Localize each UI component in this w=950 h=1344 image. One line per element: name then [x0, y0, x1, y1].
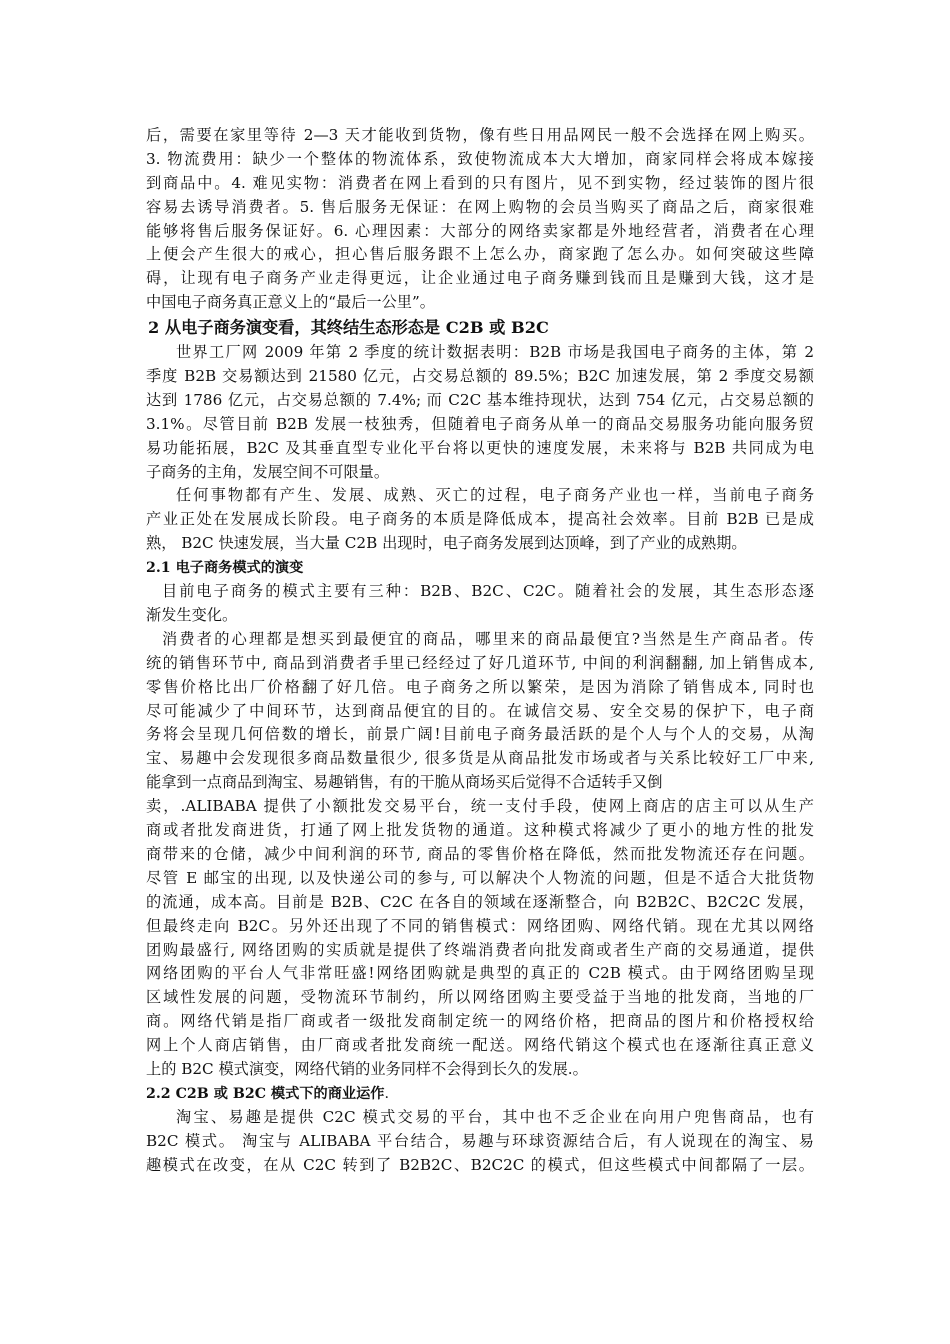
paragraph-lifecycle [146, 484, 814, 556]
section-heading-2-2-title: 2.2 C2B 或 B2C 模式下的商业运作 [146, 1085, 385, 1102]
text-line: 务将会呈现几何倍数的增长，前景广阔!目前电子商务最活跃的是个人与个人的交易，从淘 [146, 725, 814, 744]
text-line: 零售价格比出厂价格翻了好几倍。电子商务之所以繁荣，是因为消除了销售成本, 同时也 [146, 677, 814, 696]
text-line: 卖，.ALIBABA 提供了小额批发交易平台，统一支付手段，使网上商店的店主可以从生产 [146, 797, 814, 816]
text-line: 消费者的心理都是想买到最便宜的商品，哪里来的商品最便宜?当然是生产商品者。传 [162, 629, 814, 648]
text-line: 上便会产生很大的戒心，担心售后服务跟不上怎么办，商家跑了怎么办。如何突破这些障 [146, 245, 814, 264]
text-line: 后，需要在家里等待 2—3 天才能收到货物，像有些日用品网民一般不会选择在网上购买。 [146, 126, 814, 144]
text-line: 商带来的仓储，减少中间利润的环节, 商品的零售价格在降低，然而批发物流还存在问题。 [146, 844, 814, 863]
section-heading-2-1: 2.1 电子商务模式的演变 [146, 560, 304, 577]
text-line: 网上个人商店销售，由厂商或者批发商统一配送。网络代销这个模式也在逐渐往真正意义 [146, 1036, 814, 1055]
text-line: 任何事物都有产生、发展、成熟、灭亡的过程，电子商务产业也一样，当前电子商务 [176, 486, 814, 505]
text-line: 能拿到一点商品到淘宝、易趣销售，有的干脆从商场买后觉得不合适转手又倒 [146, 773, 663, 792]
text-line: 渐发生变化。 [146, 606, 238, 625]
text-line: 3. 物流费用：缺少一个整体的物流体系，致使物流成本大大增加，商家同样会将成本嫁接 [146, 149, 814, 168]
text-line: 世界工厂网 2009 年第 2 季度的统计数据表明：B2B 市场是我国电子商务的主体，第 2 [176, 343, 814, 362]
text-line: 子商务的主角，发展空间不可限量。 [146, 462, 389, 481]
section-heading-2-2-tail: . [384, 1085, 389, 1102]
text-line: 到商品中。4. 难见实物：消费者在网上看到的只有图片，见不到实物，经过装饰的图片很 [146, 173, 814, 192]
section-heading-2: 2 从电子商务演变看，其终结生态形态是 C2B 或 B2C [148, 318, 549, 338]
text-line: 上的 B2C 模式演变，网络代销的业务同样不会得到长久的发展.。 [146, 1059, 588, 1078]
text-line: 商。网络代销是指厂商或者一级批发商制定统一的网络价格，把商品的图片和价格授权给 [146, 1012, 814, 1031]
paragraph-logistics-issues [146, 124, 814, 315]
text-line: 但最终走向 B2C。另外还出现了不同的销售模式：网络团购、网络代销。现在尤其以网络 [146, 916, 814, 935]
text-line: 中国电子商务真正意义上的“最后一公里”。 [146, 293, 435, 312]
text-line: 宝、易趣中会发现很多商品数量很少, 很多货是从商品批发市场或者与关系比较好工厂中来, [146, 749, 814, 768]
text-line: 3.1%。尽管目前 B2B 发展一枝独秀，但随着电子商务从单一的商品交易服务功能向服务贸 [146, 414, 814, 433]
text-line: 尽管 E 邮宝的出现, 以及快递公司的参与, 可以解决个人物流的问题，但是不适合大批货物 [146, 868, 814, 887]
text-line: 的流通，成本高。目前是 B2B、C2C 在各自的领域在逐渐整合，向 B2B2C、B2C2C 发展， [146, 892, 814, 911]
text-line: 熟， B2C 快速发展，当大量 C2B 出现时，电子商务发展到达顶峰，到了产业的成熟期。 [146, 534, 747, 553]
document-page [146, 124, 814, 1178]
text-line: 目前电子商务的模式主要有三种：B2B、B2C、C2C。随着社会的发展，其生态形态逐 [162, 582, 814, 601]
text-line: 能够将售后服务保证好。6. 心理因素：大部分的网络卖家都是外地经营者，消费者在心理 [146, 221, 814, 240]
paragraph-consumer-psychology [146, 628, 814, 1082]
paragraph-statistics [146, 341, 814, 484]
text-line: 易功能拓展，B2C 及其垂直型专业化平台将以更快的速度发展，未来将与 B2B 共同成为电 [146, 438, 814, 457]
text-line: 尽可能减少了中间环节，达到商品便宜的目的。在诚信交易、安全交易的保护下，电子商 [146, 701, 814, 720]
text-line: B2C 模式。 淘宝与 ALIBABA 平台结合，易趣与环球资源结合后，有人说现在的淘宝、易 [146, 1131, 814, 1150]
text-line: 网络团购的平台人气非常旺盛!网络团购就是典型的真正的 C2B 模式。由于网络团购呈现 [146, 964, 814, 983]
text-line: 容易去诱导消费者。5. 售后服务无保证：在网上购物的会员当购买了商品之后，商家很难 [146, 197, 814, 216]
text-line: 区域性发展的问题，受物流环节制约，所以网络团购主要受益于当地的批发商，当地的厂 [146, 988, 814, 1007]
text-line: 团购最盛行, 网络团购的实质就是提供了终端消费者向批发商或者生产商的交易通道，提供 [146, 940, 814, 959]
paragraph-three-models [146, 580, 814, 628]
text-line: 达到 1786 亿元，占交易总额的 7.4%; 而 C2C 基本维持现状，达到 754 亿元，占交易总额的 [146, 390, 814, 409]
text-line: 碍，让现有电子商务产业走得更远，让企业通过电子商务赚到钱而且是赚到大钱，这才是 [146, 269, 814, 288]
section-heading-2-2 [146, 1082, 814, 1106]
text-line: 趣模式在改变，在从 C2C 转到了 B2B2C、B2C2C 的模式，但这些模式中间都隔了一层。 [146, 1155, 814, 1174]
text-line: 商或者批发商进货，打通了网上批发货物的通道。这种模式将减少了更小的地方性的批发 [146, 821, 814, 840]
paragraph-taobao-eachnet [146, 1106, 814, 1178]
text-line: 季度 B2B 交易额达到 21580 亿元，占交易总额的 89.5%；B2C 加速发展，第 2 季度交易额 [146, 367, 814, 386]
text-line: 统的销售环节中, 商品到消费者手里已经经过了好几道环节, 中间的利润翻翻, 加上销售成本, [146, 653, 814, 672]
text-line: 产业正处在发展成长阶段。电子商务的本质是降低成本，提高社会效率。目前 B2B 已是成 [146, 510, 814, 529]
text-line: 淘宝、易趣是提供 C2C 模式交易的平台，其中也不乏企业在向用户兜售商品，也有 [176, 1107, 814, 1126]
